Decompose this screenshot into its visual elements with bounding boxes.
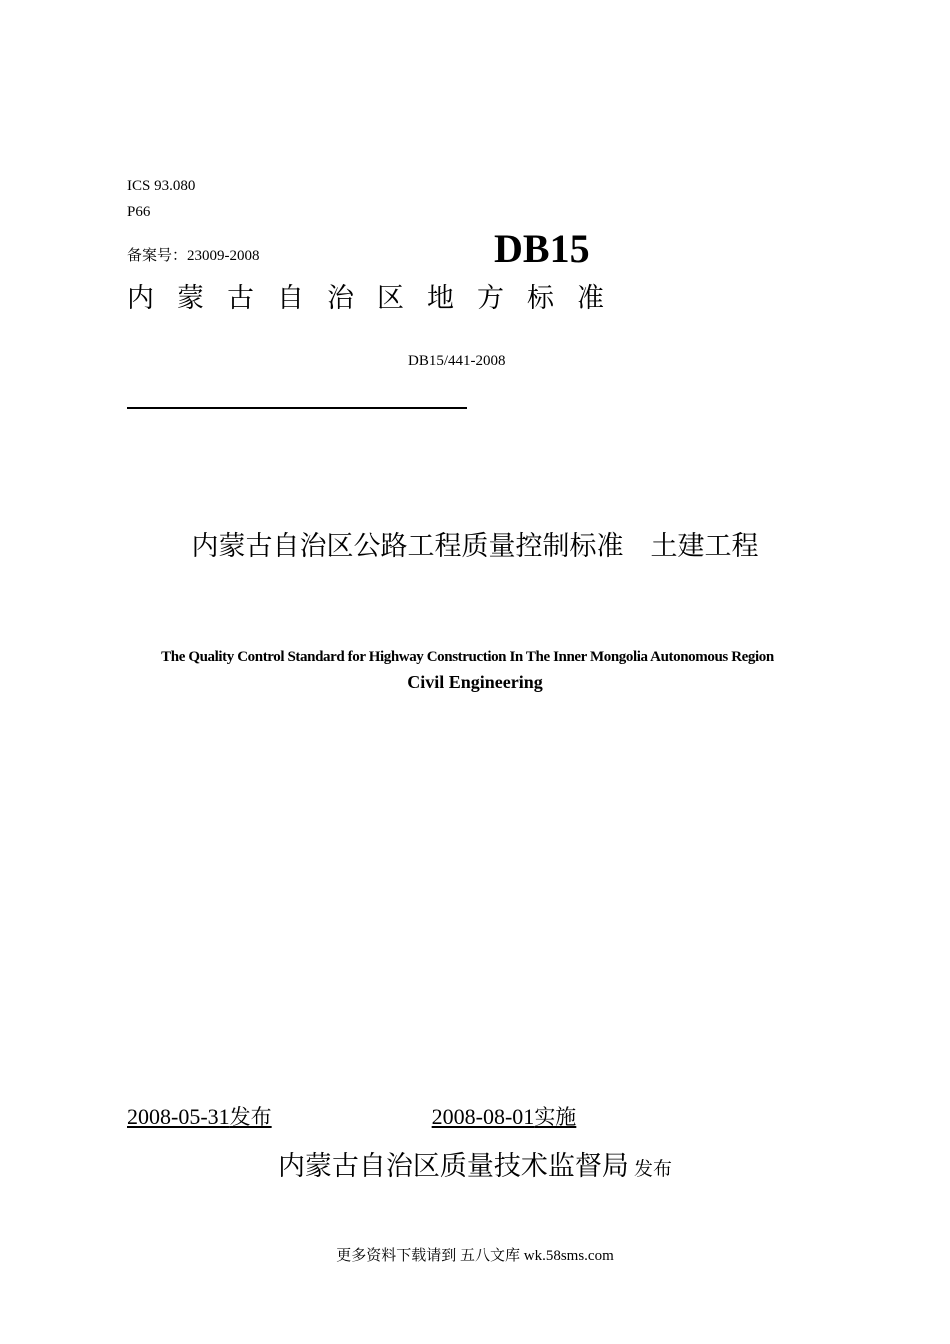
ics-code: ICS 93.080	[127, 178, 196, 194]
footer-note: 更多资料下载请到 五八文库 wk.58sms.com	[336, 1248, 614, 1264]
release-date: 2008-05-31	[127, 1104, 230, 1129]
issuer-suffix: 发布	[634, 1158, 673, 1180]
standard-number: DB15/441-2008	[408, 353, 506, 369]
standard-type: 内蒙古自治区地方标准	[127, 283, 627, 314]
issuer-name: 内蒙古自治区质量技术监督局	[277, 1151, 629, 1182]
document-title-chinese: 内蒙古自治区公路工程质量控制标准 土建工程	[191, 531, 759, 562]
db-code: DB15	[494, 226, 590, 271]
document-subtitle-english: Civil Engineering	[407, 672, 543, 692]
category-code: P66	[127, 204, 151, 220]
document-title-english: The Quality Control Standard for Highway Construction In The Inner Mongolia Autonomous Region	[161, 649, 774, 665]
effective-label: 实施	[534, 1105, 577, 1129]
header-divider	[127, 407, 467, 409]
effective-date: 2008-08-01	[431, 1104, 535, 1129]
record-number: 备案号：23009-2008	[127, 248, 260, 264]
date-line	[127, 1103, 576, 1131]
issuer-line	[0, 1149, 950, 1187]
release-label: 发布	[229, 1105, 272, 1129]
